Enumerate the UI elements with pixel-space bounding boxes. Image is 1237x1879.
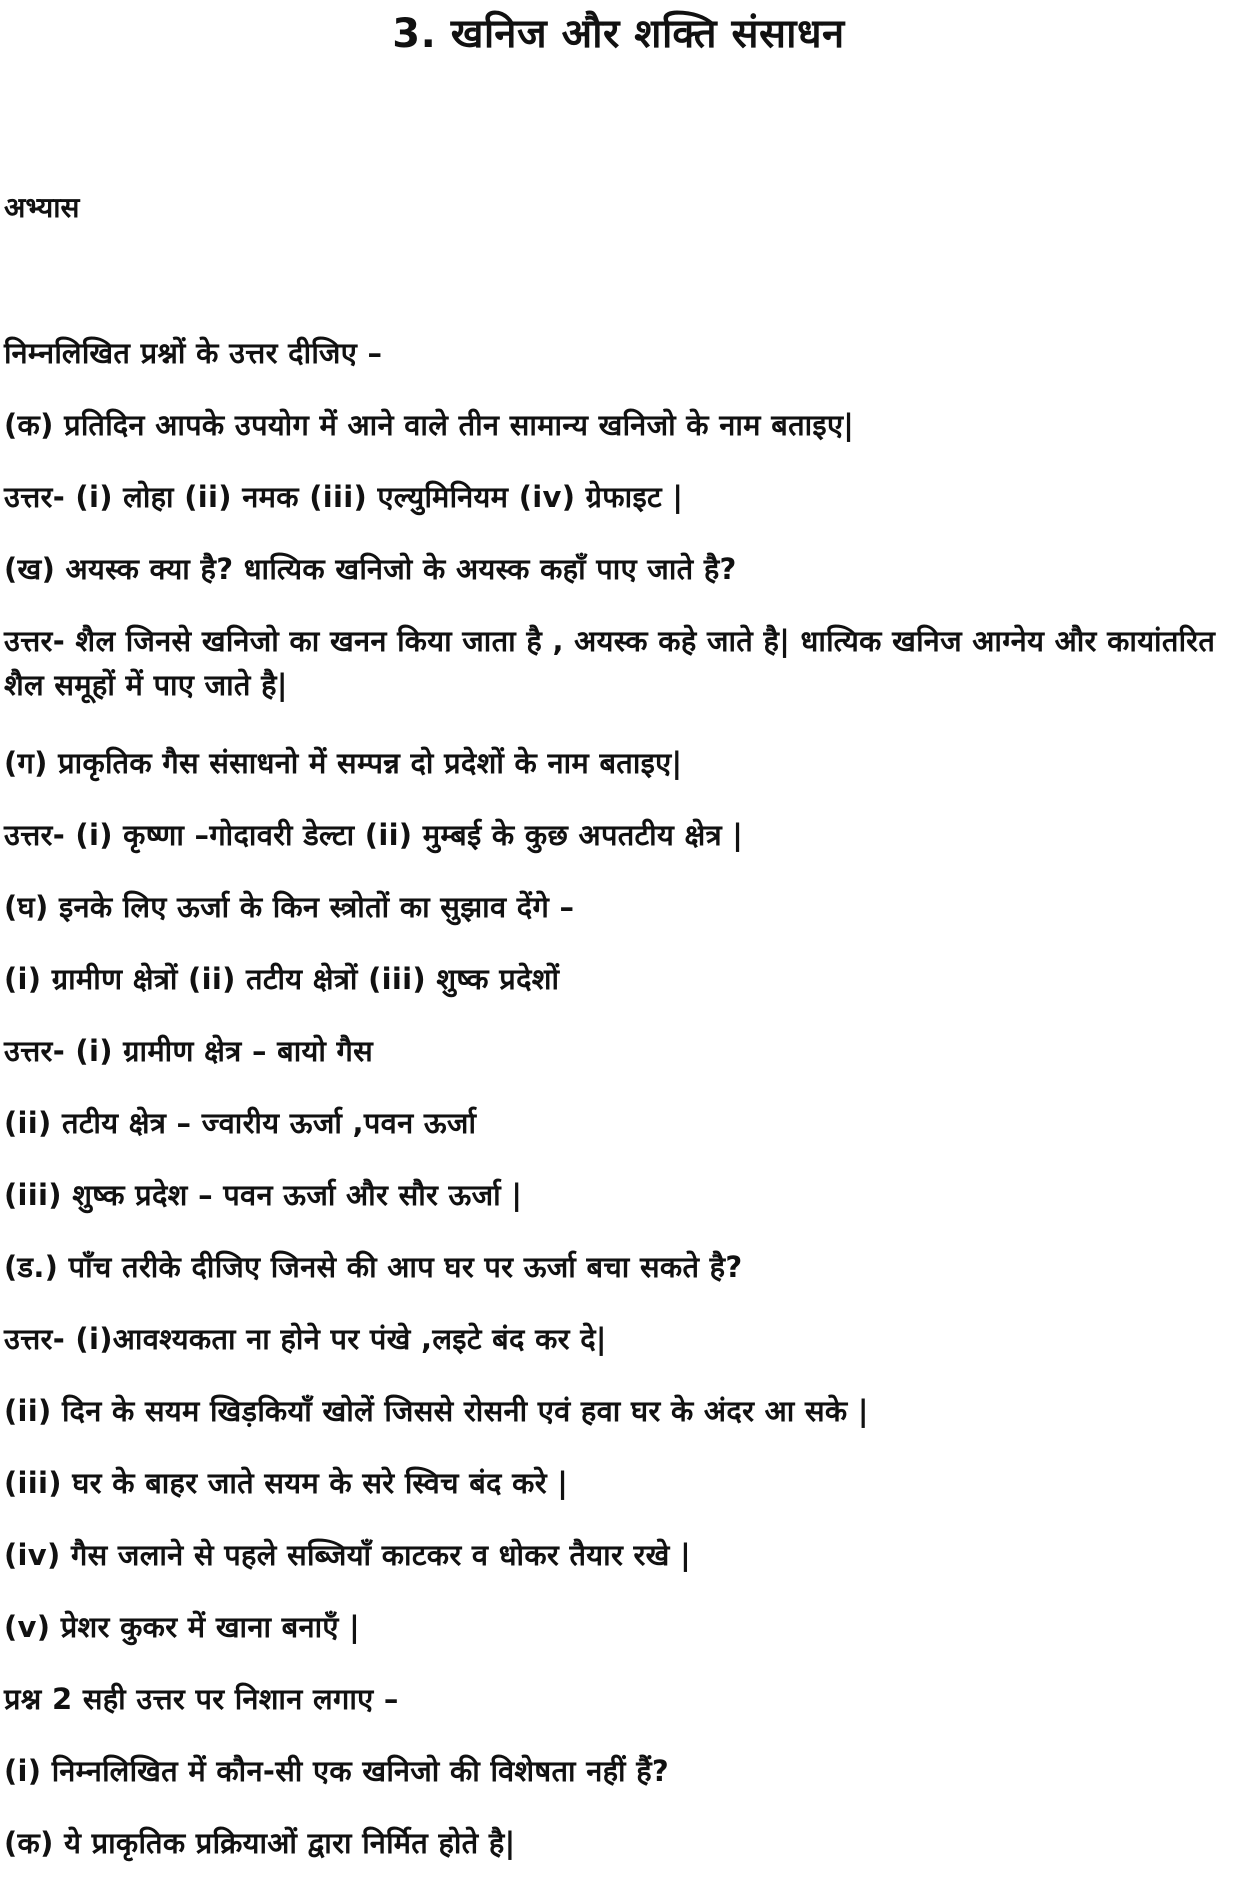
question-a: (क) प्रतिदिन आपके उपयोग में आने वाले तीन सामान्य खनिजो के नाम बताइए| [4,408,855,442]
question-2-i: (i) निम्नलिखित में कौन-सी एक खनिजो की विशेषता नहीं हैं? [4,1754,670,1788]
answer-e-3: (iii) घर के बाहर जाते सयम के सरे स्विच बंद करे | [4,1466,569,1500]
answer-d-3: (iii) शुष्क प्रदेश – पवन ऊर्जा और सौर ऊर्जा | [4,1178,523,1212]
question-b: (ख) अयस्क क्या है? धात्यिक खनिजो के अयस्क कहाँ पाए जाते है? [4,552,737,586]
question-e: (ड.) पाँच तरीके दीजिए जिनसे की आप घर पर ऊर्जा बचा सकते है? [4,1250,743,1284]
instruction-line: निम्नलिखित प्रश्नों के उत्तर दीजिए – [4,336,383,370]
question-c: (ग) प्राकृतिक गैस संसाधनो में सम्पन्न दो प्रदेशों के नाम बताइए| [4,746,683,780]
answer-d-1: उत्तर- (i) ग्रामीण क्षेत्र – बायो गैस [4,1034,374,1068]
answer-a: उत्तर- (i) लोहा (ii) नमक (iii) एल्युमिनियम (iv) ग्रेफाइट | [4,480,684,514]
page-title: 3. खनिज और शक्ति संसाधन [392,11,845,57]
answer-b: उत्तर- शैल जिनसे खनिजो का खनन किया जाता है , अयस्क कहे जाते है| धात्यिक खनिज आग्नेय और कायांतरित शैल समूहों में पाए जाते है| [4,624,1216,702]
question-2-i-option-a: (क) ये प्राकृतिक प्रक्रियाओं द्वारा निर्मित होते है| [4,1826,516,1860]
question-d: (घ) इनके लिए ऊर्जा के किन स्त्रोतों का सुझाव देंगे – [4,890,575,924]
answer-e-4: (iv) गैस जलाने से पहले सब्जियाँ काटकर व धोकर तैयार रखे | [4,1538,691,1572]
question-2-heading: प्रश्न 2 सही उत्तर पर निशान लगाए – [4,1682,399,1716]
section-heading: अभ्यास [4,191,80,224]
answer-e-5: (v) प्रेशर कुकर में खाना बनाएँ | [4,1610,361,1644]
answer-e-2: (ii) दिन के सयम खिड़कियाँ खोलें जिससे रोसनी एवं हवा घर के अंदर आ सके | [4,1394,869,1428]
answer-d-2: (ii) तटीय क्षेत्र – ज्वारीय ऊर्जा ,पवन ऊर्जा [4,1106,477,1140]
question-d-options: (i) ग्रामीण क्षेत्रों (ii) तटीय क्षेत्रों (iii) शुष्क प्रदेशों [4,962,560,996]
answer-c: उत्तर- (i) कृष्णा –गोदावरी डेल्टा (ii) मुम्बई के कुछ अपतटीय क्षेत्र | [4,818,744,852]
answer-e-1: उत्तर- (i)आवश्यकता ना होने पर पंखे ,लइटे बंद कर दे| [4,1322,607,1356]
